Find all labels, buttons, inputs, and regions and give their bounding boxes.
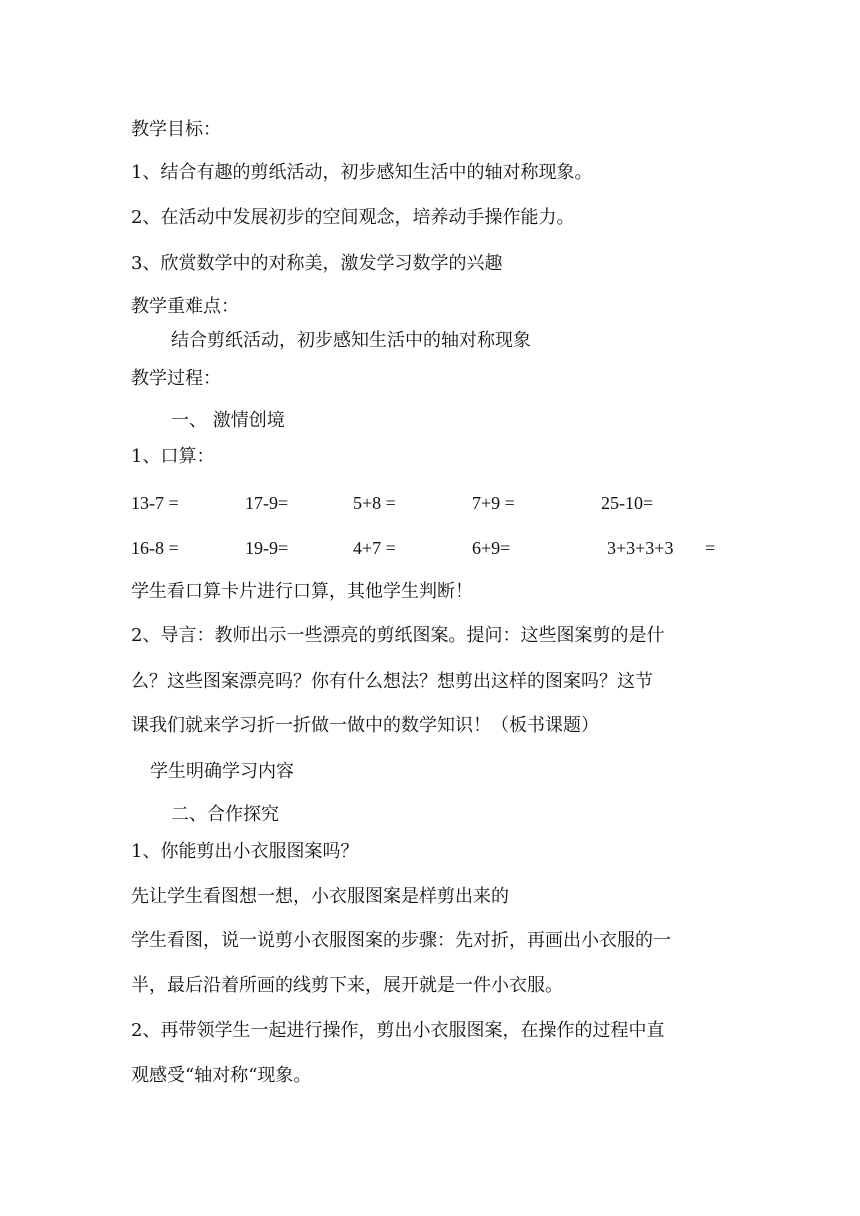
steps-line-2: 半，最后沿着所画的线剪下来，展开就是一件小衣服。 — [131, 975, 563, 996]
calc-item: 5+8 = — [353, 493, 396, 513]
intro-line-3: 课我们就来学习折一折做一做中的数学知识！（板书课题） — [131, 715, 599, 736]
calc-item: 6+9= — [472, 538, 511, 558]
oral-calc-note: 学生看口算卡片进行口算，其他学生判断！ — [131, 581, 473, 602]
calc-item: 25-10= — [601, 493, 654, 513]
calc-item: 13-7 = — [131, 493, 179, 513]
calc-item: = — [705, 538, 716, 558]
intro-line-2: 么？这些图案漂亮吗？你有什么想法？想剪出这样的图案吗？这节 — [131, 671, 653, 692]
objective-3: 3、欣赏数学中的对称美，激发学习数学的兴趣 — [131, 253, 503, 274]
calc-item: 4+7 = — [353, 538, 396, 558]
key-points-text: 结合剪纸活动，初步感知生活中的轴对称现象 — [171, 330, 531, 351]
calc-item: 3+3+3+3 — [607, 538, 674, 558]
section-1-title: 一、 激情创境 — [171, 410, 285, 431]
steps-line-1: 学生看图，说一说剪小衣服图案的步骤：先对折，再画出小衣服的一 — [131, 930, 671, 951]
question-1-think: 先让学生看图想一想，小衣服图案是样剪出来的 — [131, 886, 509, 907]
process-heading: 教学过程： — [131, 368, 221, 389]
question-2-line-1: 2、再带领学生一起进行操作，剪出小衣服图案，在操作的过程中直 — [131, 1020, 665, 1041]
section-2-title: 二、合作探究 — [171, 804, 279, 825]
question-1: 1、你能剪出小衣服图案吗？ — [131, 841, 359, 862]
question-2-line-2: 观感受“轴对称“现象。 — [131, 1065, 312, 1086]
calc-item: 19-9= — [245, 538, 289, 558]
key-points-heading: 教学重难点： — [131, 296, 239, 317]
calc-item: 16-8 = — [131, 538, 179, 558]
calc-item: 7+9 = — [472, 493, 515, 513]
objective-2: 2、在活动中发展初步的空间观念，培养动手操作能力。 — [131, 207, 575, 228]
students-clear: 学生明确学习内容 — [150, 761, 294, 782]
oral-calc-label: 1、口算： — [131, 446, 215, 467]
objective-1: 1、结合有趣的剪纸活动，初步感知生活中的轴对称现象。 — [131, 162, 593, 183]
objectives-heading: 教学目标： — [131, 119, 221, 140]
intro-line-1: 2、导言：教师出示一些漂亮的剪纸图案。提问：这些图案剪的是什 — [131, 625, 665, 646]
calc-item: 17-9= — [245, 493, 289, 513]
